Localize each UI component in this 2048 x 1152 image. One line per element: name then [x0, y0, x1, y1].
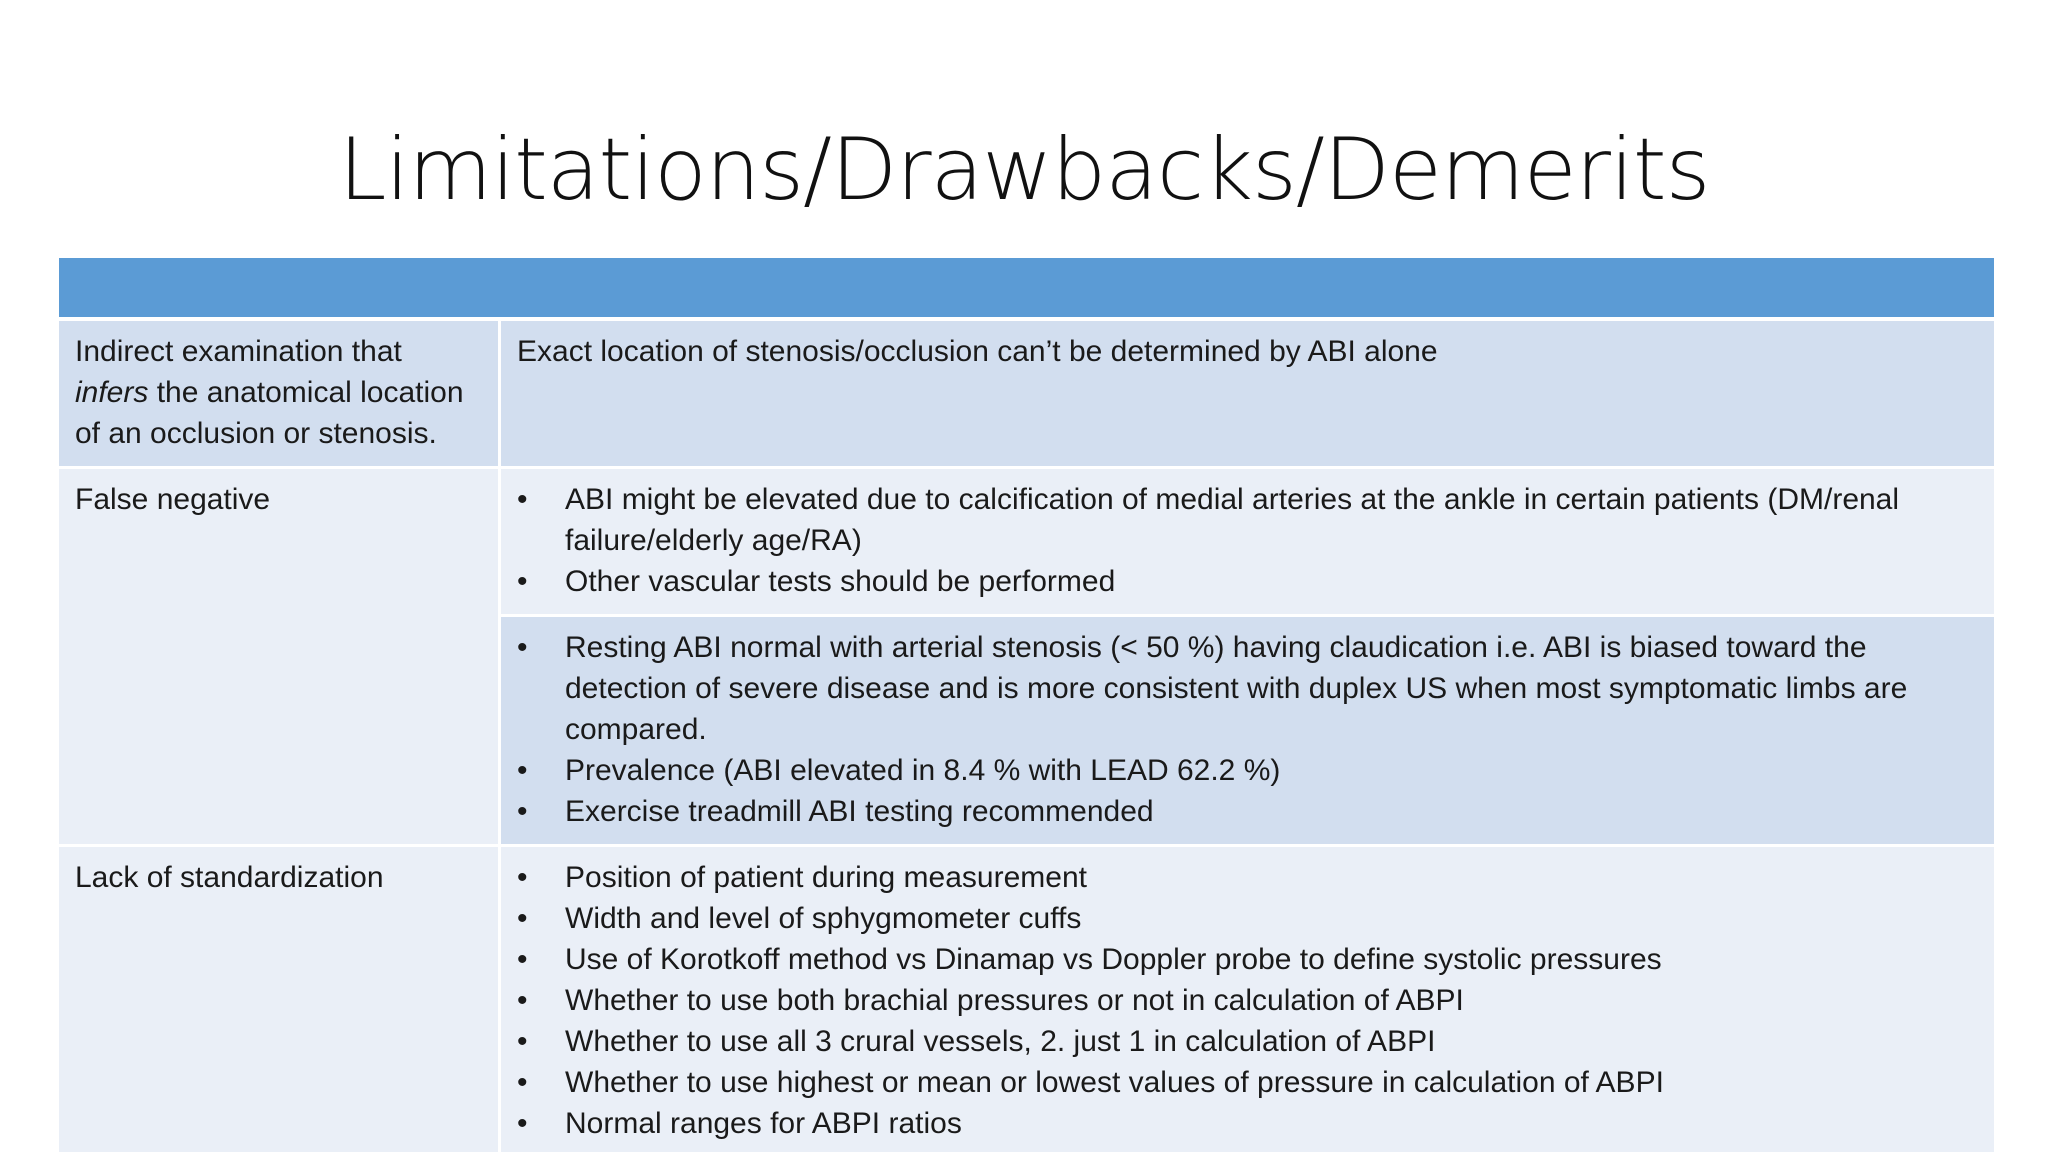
- row-label: Lack of standardization: [59, 847, 501, 1152]
- list-item: [517, 791, 1978, 832]
- row-label: False negative: [59, 469, 501, 844]
- list-item-text: Whether to use all 3 crural vessels, 2. just 1 in calculation of ABPI: [565, 1025, 1436, 1058]
- bullet-list: [517, 479, 1978, 602]
- list-item: [517, 898, 1978, 939]
- slide-title: Limitations/Drawbacks/Demerits: [338, 120, 1710, 220]
- bullet-icon: •: [517, 565, 528, 598]
- list-item-text: Whether to use highest or mean or lowest values of pressure in calculation of ABPI: [565, 1066, 1664, 1099]
- list-item-text: Resting ABI normal with arterial stenosis (< 50 %) having claudication i.e. ABI is biased toward the detection of severe disease and is more consistent with duplex US when most symptomatic limbs are compared.: [565, 631, 1908, 746]
- bullet-icon: •: [517, 861, 528, 894]
- row-label-text: Indirect examination that: [75, 335, 402, 368]
- list-item: [517, 627, 1978, 750]
- bullet-icon: •: [517, 1066, 528, 1099]
- row-detail: [501, 614, 1994, 844]
- list-item: [517, 980, 1978, 1021]
- table-row: [59, 847, 1994, 1152]
- row-detail: [501, 469, 1994, 614]
- list-item: [517, 939, 1978, 980]
- list-item-text: Position of patient during measurement: [565, 861, 1087, 894]
- list-item: [517, 1103, 1978, 1144]
- list-item-text: Prevalence (ABI elevated in 8.4 % with LEAD 62.2 %): [565, 754, 1281, 787]
- list-item-text: Use of Korotkoff method vs Dinamap vs Doppler probe to define systolic pressures: [565, 943, 1662, 976]
- list-item-text: Exercise treadmill ABI testing recommended: [565, 795, 1154, 828]
- table-row: [59, 321, 1994, 469]
- list-item: [517, 479, 1978, 561]
- list-item: [517, 561, 1978, 602]
- bullet-icon: •: [517, 943, 528, 976]
- list-item: [517, 1021, 1978, 1062]
- list-item-text: ABI might be elevated due to calcification of medial arteries at the ankle in certain patients (DM/renal failure/elderly age/RA): [565, 483, 1900, 557]
- bullet-icon: •: [517, 902, 528, 935]
- list-item-text: Other vascular tests should be performed: [565, 565, 1116, 598]
- bullet-icon: •: [517, 1107, 528, 1140]
- bullet-list: [517, 857, 1978, 1144]
- bullet-icon: •: [517, 631, 528, 664]
- list-item-text: Normal ranges for ABPI ratios: [565, 1107, 962, 1140]
- bullet-icon: •: [517, 1025, 528, 1058]
- bullet-icon: •: [517, 483, 528, 516]
- list-item: [517, 1062, 1978, 1103]
- row-detail-stack: [501, 469, 1994, 844]
- bullet-list: [517, 627, 1978, 832]
- table-row: [59, 469, 1994, 847]
- bullet-icon: •: [517, 984, 528, 1017]
- row-label: [59, 321, 501, 466]
- list-item-text: Width and level of sphygmometer cuffs: [565, 902, 1082, 935]
- row-label-emphasis: infers: [75, 376, 149, 409]
- list-item: [517, 750, 1978, 791]
- bullet-icon: •: [517, 754, 528, 787]
- row-detail: [501, 847, 1994, 1152]
- table-header-row: [59, 258, 1994, 321]
- list-item: [517, 857, 1978, 898]
- limitations-table: [59, 258, 1994, 1152]
- row-label-text: the anatomical location of an occlusion or stenosis.: [75, 376, 464, 450]
- list-item-text: Whether to use both brachial pressures or not in calculation of ABPI: [565, 984, 1464, 1017]
- bullet-icon: •: [517, 795, 528, 828]
- row-detail: Exact location of stenosis/occlusion can’t be determined by ABI alone: [517, 335, 1438, 368]
